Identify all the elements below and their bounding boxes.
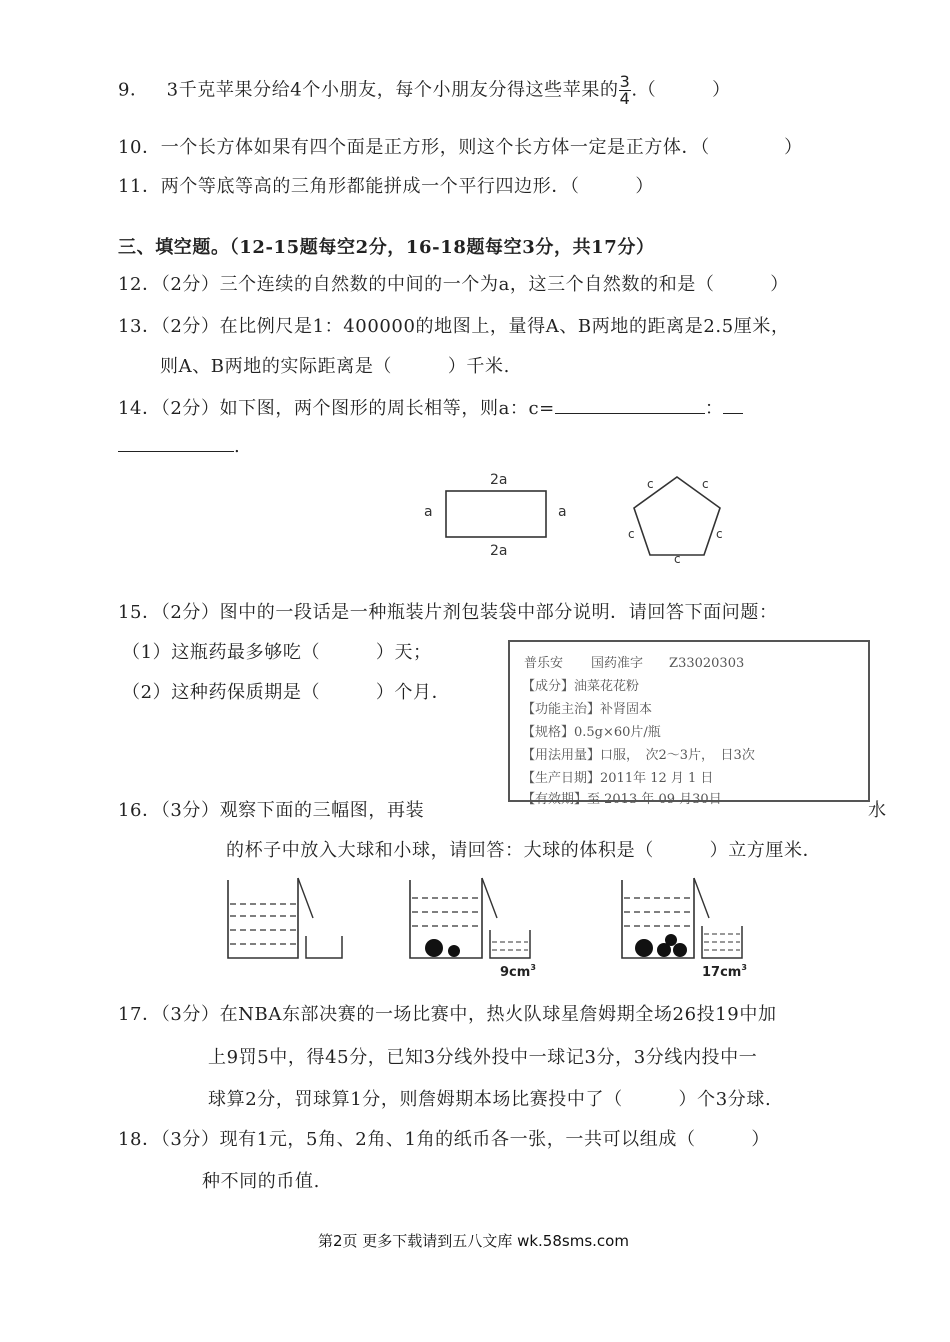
rectangle-shape (446, 491, 546, 537)
question-10: 10．一个长方体如果有四个面是正方形，则这个长方体一定是正方体．（ ） (118, 137, 803, 158)
rect-top-label: 2a (490, 472, 508, 488)
pent-label-tr: c (702, 477, 709, 491)
question-15: 15．（2分）图中的一段话是一种瓶装片剂包装袋中部分说明．请回答下面问题： (118, 602, 778, 623)
question-13: 13．（2分）在比例尺是1：400000的地图上，量得A、B两地的距离是2.5厘米， (118, 316, 790, 337)
cup-3 (622, 878, 742, 958)
answer-blank-1[interactable] (555, 399, 705, 414)
rect-bottom-label: 2a (490, 543, 508, 559)
question-14-line2: . (118, 436, 240, 457)
pent-label-tl: c (647, 477, 654, 491)
pent-label-r: c (716, 527, 723, 541)
section-3-title: 三、填空题。（12-15题每空2分，16-18题每空3分，共17分） (118, 237, 655, 258)
question-11: 11．两个等底等高的三角形都能拼成一个平行四边形．（ ） (118, 176, 654, 197)
cup-2 (410, 878, 530, 958)
figure-16 (218, 868, 758, 980)
cup-2-label: $9cm^3$ (500, 963, 536, 980)
cup-1 (228, 878, 342, 958)
question-13-line2: 则A、B两地的实际距离是（ ）千米. (160, 356, 510, 377)
medicine-label: 普乐安 国药准字 Z33020303 【成分】油菜花花粉 【功能主治】补肾固本 【规格】0.5g×60片/瓶 【用法用量】口服， 次2～3片， 日3次 【生产日期】2011年 12 月 1 日 【有效期】至 2013 年 09 月30日 (508, 640, 870, 802)
question-17-line2: 上9罚5中，得45分，已知3分线外投中一球记3分，3分线内投中一 (208, 1047, 758, 1068)
page-footer: 第2页 更多下载请到五八文库 wk.58sms.com (318, 1232, 629, 1250)
question-16-water: 水 (868, 800, 887, 821)
answer-blank-2-start[interactable] (723, 399, 743, 414)
cup-3-label: $17cm^3$ (702, 963, 747, 980)
pent-label-l: c (628, 527, 635, 541)
question-18-line2: 种不同的币值. (202, 1171, 320, 1192)
question-17: 17．（3分）在NBA东部决赛的一场比赛中，热火队球星詹姆期全场26投19中加 (118, 1004, 777, 1025)
answer-blank-2[interactable] (118, 437, 234, 452)
question-9: 9． 3千克苹果分给4个小朋友，每个小朋友分得这些苹果的 $\frac{3}{4}$ .（ ） (118, 72, 731, 108)
question-14: 14．（2分）如下图，两个图形的周长相等，则a：c= ： (118, 394, 743, 420)
question-15-sub1: （1）这瓶药最多够吃（ ）天； (122, 642, 432, 663)
rect-right-label: a (558, 504, 567, 520)
pent-label-b: c (674, 552, 681, 566)
question-18: 18．（3分）现有1元，5角、2角、1角的纸币各一张，一共可以组成（ ） (118, 1129, 770, 1150)
question-16-line2: 的杯子中放入大球和小球，请回答：大球的体积是（ ）立方厘米． (226, 840, 822, 861)
question-12: 12．（2分）三个连续的自然数的中间的一个为a，这三个自然数的和是（ ） (118, 274, 789, 295)
question-15-sub2: （2）这种药保质期是（ ）个月． (122, 682, 451, 703)
figure-14 (410, 466, 730, 566)
rect-left-label: a (424, 504, 433, 520)
fraction-three-quarters: $\frac{3}{4}$ (619, 72, 631, 108)
question-17-line3: 球算2分，罚球算1分，则詹姆期本场比赛投中了（ ）个3分球. (208, 1089, 772, 1110)
question-16: 16．（3分）观察下面的三幅图，再装 (118, 800, 425, 821)
